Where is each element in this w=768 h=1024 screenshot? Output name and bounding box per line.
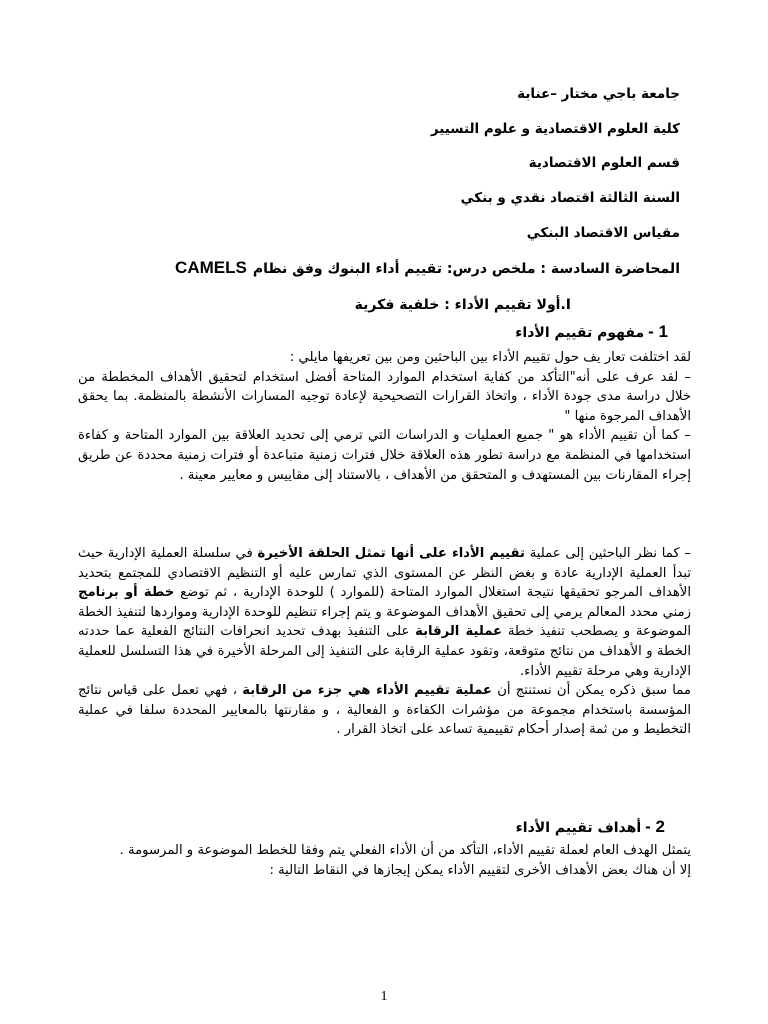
- study-year: السنة الثالثة اقتصاد نقدي و بنكي: [460, 190, 680, 206]
- bold-text: عملية الرقابة: [415, 624, 503, 640]
- page-number: 1: [380, 989, 388, 1004]
- bold-text: تقييم الأداء على أنها تمثل الحلقة الأخيرة: [257, 546, 525, 561]
- department-name: قسم العلوم الاقتصادية: [528, 155, 680, 171]
- subsection-heading: [515, 322, 668, 342]
- bold-text: عملية تقييم الأداء هي جزء من الرقابة: [242, 683, 492, 699]
- university-name: جامعة باجي مختار –عنابة: [517, 86, 680, 102]
- text-run: زمني محدد المعالم يرمي إلى تحقيق الأهداف الموضوعة و يتم إجراء تنظيم للوحدة الإدارية ومواردها لتنفيذ الخطة الموضوعة و يصطحب تنفيذ خطة: [78, 604, 691, 640]
- text-run: مما سبق ذكره يمكن أن نستنتج أن: [491, 683, 691, 699]
- module-name: مقياس الاقتصاد البنكي: [526, 225, 680, 241]
- paragraph: – كما أن تقييم الأداء هو " جميع العمليات و الدراسات التي ترمي إلى تحديد العلاقة بين الموارد المتاحة و كفاءة استخدامها في المنظمة مع دراسة تطور هذه العلاقة خلال فترات زمنية متباعدة أو فترات زمنية محددة عن طريق إجراء المقارنات بين المستهدف و المتحقق من الأهداف ، بالاستناد إلى مقاييس و معايير معينة .: [78, 428, 691, 483]
- subsection-title: أهداف تقييم الأداء: [515, 820, 642, 836]
- text-run: على التنفيذ بهدف تحديد انحرافات النتائج الفعلية عما حددته الخطة و الأهداف من نتائج متوقعة، وتقود عملية الرقابة على التنفيذ إلى المرحلة الأخيرة في هذا التسلسل للعملية الإدارية وهي مرحلة تقييم الأداء.: [78, 624, 691, 679]
- subsection-number: 1 -: [648, 322, 668, 341]
- bold-text: خطة أو برنامج: [78, 585, 175, 601]
- lecture-title-latin: CAMELS: [175, 258, 247, 277]
- subsection-number: 2 -: [645, 817, 665, 836]
- paragraph: [78, 681, 691, 740]
- paragraph: إلا أن هناك بعض الأهداف الأخرى لتقييم الأداء يمكن إيجازها في النقاط التالية :: [269, 862, 691, 878]
- process-block: [78, 544, 691, 740]
- text-run: في سلسلة العملية الإدارية حيث تبدأ العملية الإدارية عادة و بغض النظر عن المستوى الذي تمارس عليه أو التنظيم الاقتصادي للمجتمع بتحديد الأهداف المرجو تحقيقها نتيجة استغلال الموارد المتاحة (للموارد ) للوحدة الإدارية ، ثم توضع: [78, 546, 691, 601]
- subsection-heading: [516, 817, 665, 837]
- text-run: ، فهي تعمل على قياس نتائج المؤسسة باستخدام مجموعة من مؤشرات الكفاءة و الفعالية ، و مقارنتها بالمعايير المحددة سلفا في عملية التخطيط و من ثمة إصدار أحكام تقييمية تساعد على اتخاذ القرار .: [78, 683, 691, 738]
- lecture-title-text: المحاضرة السادسة : ملخص درس: تقييم أداء البنوك وفق نظام: [252, 261, 680, 277]
- lecture-title: [175, 258, 680, 278]
- objectives-block: [78, 841, 691, 880]
- paragraph: يتمثل الهدف العام لعملة تقييم الأداء، التأكد من أن الأداء الفعلي يتم وفقا للخطط الموضوعة و المرسومة .: [119, 843, 691, 858]
- paragraph: [78, 544, 691, 681]
- text-run: – كما نظر الباحثين إلى عملية: [525, 546, 691, 561]
- section-title: I.أولا تقييم الأداء : خلفية فكرية: [354, 297, 571, 313]
- faculty-name: كلية العلوم الاقتصادية و علوم التسيير: [430, 121, 680, 137]
- paragraph: – لقد عرف على أنه"التأكد من كفاية استخدام الموارد المتاحة أفضل استخدام لتحقيق الأهداف المخططة من خلال دراسة مدى جودة الأداء ، واتخاذ القرارات التصحيحية لإعادة توجيه المسارات الأنشطة بالمنظمة. بما يحقق الأهداف المرجوة منها ": [78, 369, 691, 424]
- paragraph: لقد اختلفت تعار يف حول تقييم الأداء بين الباحثين ومن بين تعريفها مايلي :: [289, 350, 691, 365]
- subsection-title: مفهوم تقييم الأداء: [515, 325, 645, 341]
- definitions-block: [78, 348, 691, 485]
